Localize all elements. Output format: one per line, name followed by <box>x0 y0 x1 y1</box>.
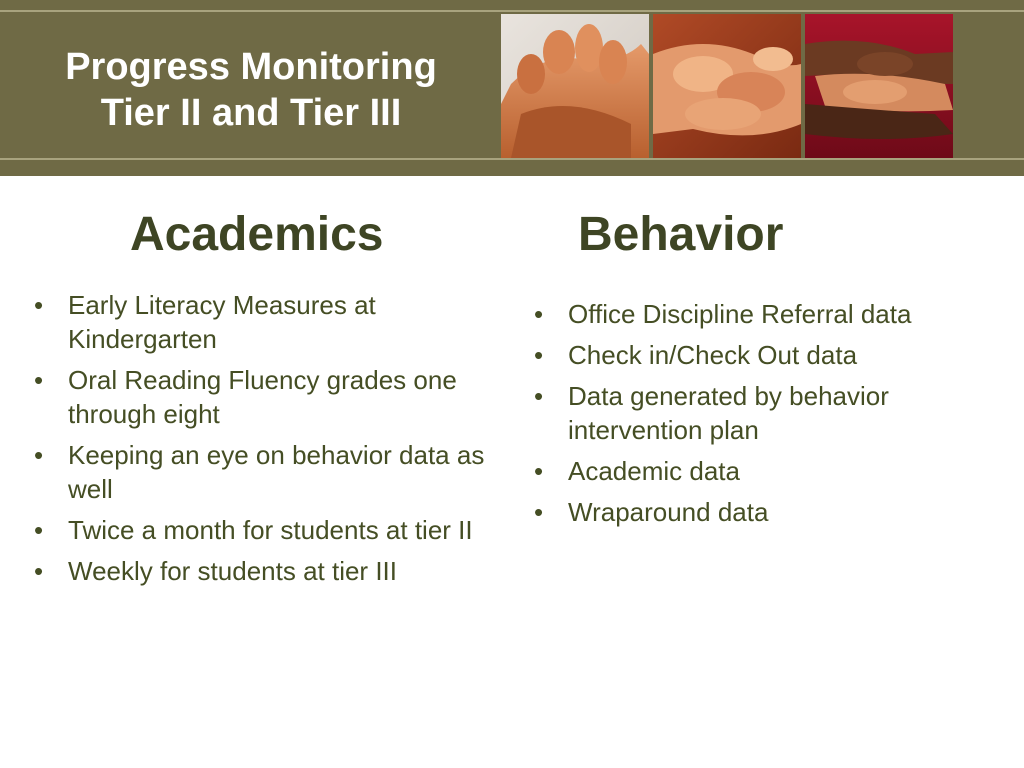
title-line-1: Progress Monitoring <box>65 46 437 88</box>
slide-title <box>0 44 502 136</box>
header-banner <box>0 0 1024 176</box>
list-item: • Keeping an eye on behavior data as well <box>34 438 496 506</box>
behavior-list <box>534 297 984 536</box>
list-item: • Early Literacy Measures at Kindergarten <box>34 288 496 356</box>
header-band <box>0 160 1024 176</box>
list-item: • Academic data <box>534 454 984 488</box>
academics-heading: Academics <box>130 208 384 261</box>
academics-list <box>34 288 496 595</box>
stacked-hands-photo <box>805 14 953 158</box>
hands-clasped-photo <box>653 14 801 158</box>
header-rule-top <box>0 10 1024 12</box>
list-item: • Check in/Check Out data <box>534 338 984 372</box>
list-item: • Wraparound data <box>534 495 984 529</box>
hands-holding-photo <box>501 14 649 158</box>
title-line-2: Tier II and Tier III <box>100 92 402 134</box>
list-item: • Twice a month for students at tier II <box>34 513 496 547</box>
list-item: • Weekly for students at tier III <box>34 554 496 588</box>
list-item: • Data generated by behavior intervention plan <box>534 379 984 447</box>
behavior-heading: Behavior <box>578 208 784 261</box>
list-item: • Oral Reading Fluency grades one through eight <box>34 363 496 431</box>
list-item: • Office Discipline Referral data <box>534 297 984 331</box>
